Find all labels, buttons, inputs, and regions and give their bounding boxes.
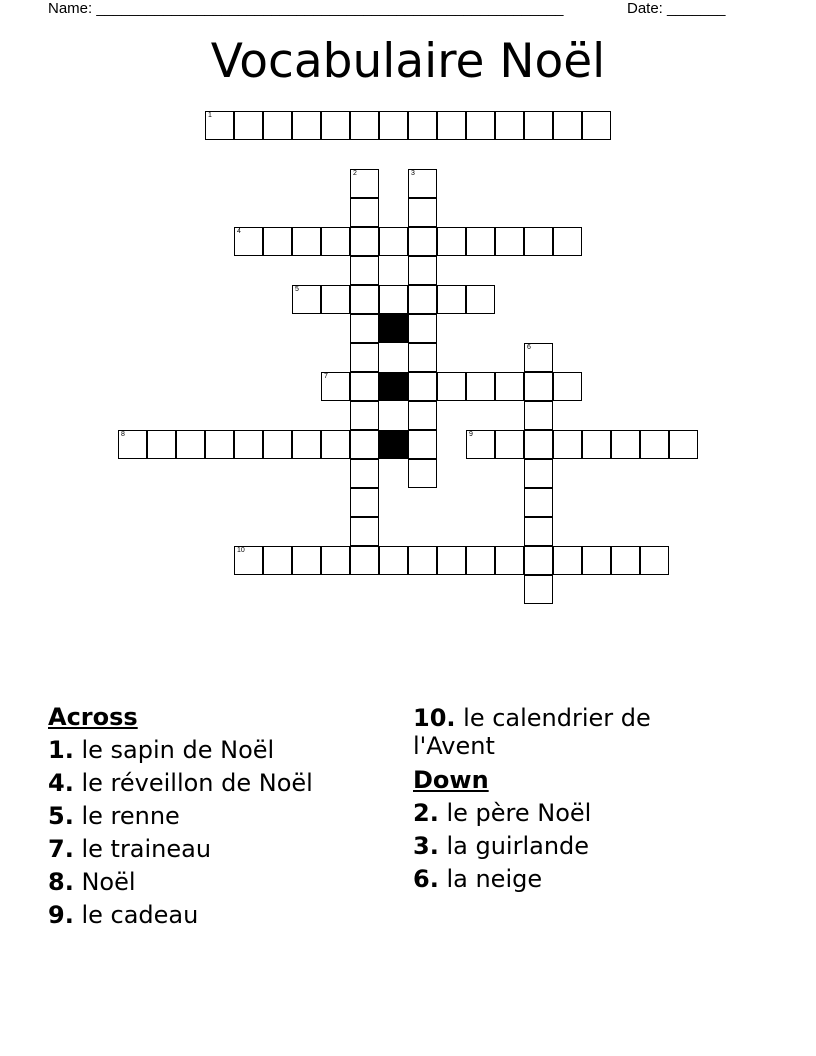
- date-field-label[interactable]: Date: _______: [627, 0, 726, 17]
- grid-cell[interactable]: [350, 111, 379, 140]
- grid-cell[interactable]: [524, 546, 553, 575]
- clue-across-10: 10. le calendrier de l'Avent: [413, 704, 651, 760]
- grid-cell[interactable]: [350, 401, 379, 430]
- grid-cell[interactable]: [524, 372, 553, 401]
- clue-number: 2: [353, 170, 357, 177]
- grid-cell[interactable]: [263, 227, 292, 256]
- grid-cell[interactable]: [321, 372, 350, 401]
- grid-cell[interactable]: [495, 372, 524, 401]
- grid-cell[interactable]: [553, 372, 582, 401]
- grid-cell[interactable]: [437, 285, 466, 314]
- grid-cell[interactable]: [553, 430, 582, 459]
- grid-cell[interactable]: [118, 430, 147, 459]
- grid-cell[interactable]: [466, 372, 495, 401]
- grid-cell[interactable]: [466, 285, 495, 314]
- clue-across-1: 1. le sapin de Noël: [48, 736, 275, 764]
- grid-cell[interactable]: [292, 546, 321, 575]
- clues-column-left: [48, 701, 313, 932]
- grid-cell[interactable]: [379, 111, 408, 140]
- grid-cell[interactable]: [524, 343, 553, 372]
- grid-cell[interactable]: [263, 430, 292, 459]
- grid-cell[interactable]: [379, 227, 408, 256]
- grid-cell[interactable]: [611, 430, 640, 459]
- grid-cell[interactable]: [292, 285, 321, 314]
- grid-cell[interactable]: [582, 546, 611, 575]
- grid-cell[interactable]: [408, 430, 437, 459]
- grid-cell[interactable]: [524, 227, 553, 256]
- across-heading: Across: [48, 703, 138, 731]
- clue-across-4: 4. le réveillon de Noël: [48, 769, 313, 797]
- grid-cell[interactable]: [408, 343, 437, 372]
- grid-cell[interactable]: [553, 111, 582, 140]
- grid-cell[interactable]: [524, 430, 553, 459]
- grid-cell[interactable]: [408, 111, 437, 140]
- grid-cell[interactable]: [350, 343, 379, 372]
- clue-across-7: 7. le traineau: [48, 835, 212, 863]
- clue-number: 8: [121, 431, 125, 438]
- grid-cell[interactable]: [292, 430, 321, 459]
- grid-cell[interactable]: [263, 111, 292, 140]
- grid-cell[interactable]: [234, 430, 263, 459]
- grid-cell[interactable]: [292, 227, 321, 256]
- grid-cell[interactable]: [437, 546, 466, 575]
- grid-cell[interactable]: [263, 546, 292, 575]
- grid-cell[interactable]: [524, 459, 553, 488]
- grid-cell[interactable]: [524, 488, 553, 517]
- clue-across-8: 8. Noël: [48, 868, 136, 896]
- clue-number: 3: [411, 170, 415, 177]
- grid-cell[interactable]: [350, 198, 379, 227]
- grid-cell[interactable]: [553, 227, 582, 256]
- grid-cell[interactable]: [524, 401, 553, 430]
- grid-cell[interactable]: [350, 546, 379, 575]
- grid-cell[interactable]: [408, 314, 437, 343]
- grid-cell[interactable]: [408, 198, 437, 227]
- grid-block-cell: [379, 430, 408, 459]
- grid-cell[interactable]: [292, 111, 321, 140]
- clue-across-5: 5. le renne: [48, 802, 180, 830]
- page-title: Vocabulaire Noël: [210, 34, 606, 89]
- grid-cell[interactable]: [524, 517, 553, 546]
- grid-cell[interactable]: [350, 169, 379, 198]
- grid-cell[interactable]: [408, 285, 437, 314]
- grid-cell[interactable]: [408, 459, 437, 488]
- grid-cell[interactable]: [350, 285, 379, 314]
- grid-cell[interactable]: [669, 430, 698, 459]
- grid-cell[interactable]: [495, 430, 524, 459]
- clue-number: 7: [324, 373, 328, 380]
- grid-cell[interactable]: [408, 401, 437, 430]
- grid-cell[interactable]: [466, 430, 495, 459]
- grid-cell[interactable]: [466, 227, 495, 256]
- grid-cell[interactable]: [205, 111, 234, 140]
- grid-cell[interactable]: [408, 169, 437, 198]
- grid-cell[interactable]: [466, 546, 495, 575]
- grid-cell[interactable]: [205, 430, 234, 459]
- clue-number: 6: [527, 344, 531, 351]
- grid-cell[interactable]: [495, 111, 524, 140]
- grid-cell[interactable]: [524, 111, 553, 140]
- grid-cell[interactable]: [495, 227, 524, 256]
- grid-cell[interactable]: [321, 546, 350, 575]
- grid-cell[interactable]: [234, 546, 263, 575]
- grid-cell[interactable]: [350, 314, 379, 343]
- grid-cell[interactable]: [524, 575, 553, 604]
- grid-cell[interactable]: [350, 430, 379, 459]
- grid-cell[interactable]: [640, 546, 669, 575]
- grid-block-cell: [379, 314, 408, 343]
- grid-cell[interactable]: [611, 546, 640, 575]
- clue-down-3: 3. la guirlande: [413, 832, 590, 860]
- grid-cell[interactable]: [321, 111, 350, 140]
- grid-cell[interactable]: [234, 111, 263, 140]
- grid-cell[interactable]: [553, 546, 582, 575]
- grid-cell[interactable]: [147, 430, 176, 459]
- grid-cell[interactable]: [350, 372, 379, 401]
- clue-number: 10: [237, 547, 245, 554]
- grid-cell[interactable]: [495, 546, 524, 575]
- grid-cell[interactable]: [379, 546, 408, 575]
- down-heading: Down: [413, 766, 489, 794]
- clue-number: 5: [295, 286, 299, 293]
- grid-cell[interactable]: [350, 459, 379, 488]
- clue-down-6: 6. la neige: [413, 865, 543, 893]
- grid-cell[interactable]: [582, 430, 611, 459]
- grid-cell[interactable]: [437, 111, 466, 140]
- grid-block-cell: [379, 372, 408, 401]
- grid-cell[interactable]: [408, 372, 437, 401]
- grid-cell[interactable]: [321, 227, 350, 256]
- grid-cell[interactable]: [234, 227, 263, 256]
- grid-cell[interactable]: [350, 256, 379, 285]
- grid-cell[interactable]: [379, 285, 408, 314]
- grid-cell[interactable]: [176, 430, 205, 459]
- grid-cell[interactable]: [408, 256, 437, 285]
- grid-cell[interactable]: [466, 111, 495, 140]
- grid-cell[interactable]: [350, 517, 379, 546]
- grid-cell[interactable]: [582, 111, 611, 140]
- grid-cell[interactable]: [437, 372, 466, 401]
- grid-cell[interactable]: [437, 227, 466, 256]
- grid-cell[interactable]: [408, 546, 437, 575]
- clue-number: 9: [469, 431, 473, 438]
- clue-number: 1: [208, 112, 212, 119]
- grid-cell[interactable]: [321, 285, 350, 314]
- grid-cell[interactable]: [350, 488, 379, 517]
- clue-down-2: 2. le père Noël: [413, 799, 592, 827]
- grid-cell[interactable]: [640, 430, 669, 459]
- clue-number: 4: [237, 228, 241, 235]
- name-field-label[interactable]: Name: ________________________________________________________: [48, 0, 564, 17]
- grid-cell[interactable]: [350, 227, 379, 256]
- clues-column-right: [413, 704, 713, 896]
- clue-across-9: 9. le cadeau: [48, 901, 199, 929]
- grid-cell[interactable]: [321, 430, 350, 459]
- grid-cell[interactable]: [408, 227, 437, 256]
